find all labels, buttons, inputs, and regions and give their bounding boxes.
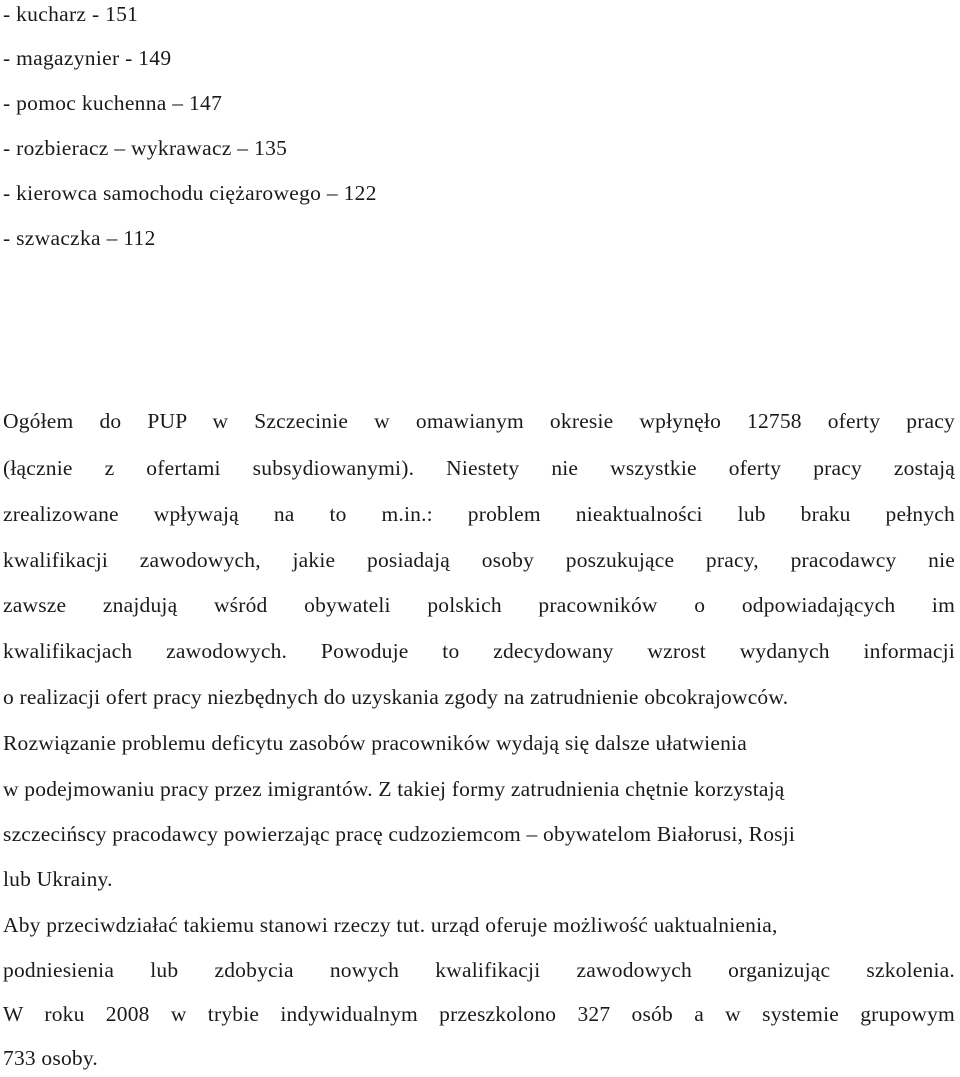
list-item: - pomoc kuchenna – 147 (3, 91, 223, 115)
list-item: - rozbieracz – wykrawacz – 135 (3, 136, 288, 160)
paragraph-line: 733 osoby. (3, 1046, 98, 1070)
paragraph-line: szczecińscy pracodawcy powierzając pracę cudzoziemcom – obywatelom Białorusi, Rosji (3, 822, 796, 846)
list-item: - magazynier - 149 (3, 46, 172, 70)
paragraph-line: kwalifikacjach zawodowych. Powoduje to zdecydowany wzrost wydanych informacji (3, 639, 955, 663)
paragraph-line: lub Ukrainy. (3, 867, 113, 891)
paragraph-line: zrealizowane wpływają na to m.in.: problem nieaktualności lub braku pełnych (3, 502, 955, 526)
paragraph-line: w podejmowaniu pracy przez imigrantów. Z takiej formy zatrudnienia chętnie korzystają (3, 777, 785, 801)
paragraph-line: (łącznie z ofertami subsydiowanymi). Niestety nie wszystkie oferty pracy zostają (3, 456, 955, 480)
paragraph-line: o realizacji ofert pracy niezbędnych do uzyskania zgody na zatrudnienie obcokrajowców. (3, 685, 789, 709)
paragraph-line: zawsze znajdują wśród obywateli polskich pracowników o odpowiadających im (3, 593, 955, 617)
paragraph-line: W roku 2008 w trybie indywidualnym przeszkolono 327 osób a w systemie grupowym (3, 1002, 955, 1026)
paragraph-line: Aby przeciwdziałać takiemu stanowi rzeczy tut. urząd oferuje możliwość uaktualnienia, (3, 913, 778, 937)
paragraph-line: Ogółem do PUP w Szczecinie w omawianym okresie wpłynęło 12758 oferty pracy (3, 409, 955, 433)
paragraph-line: podniesienia lub zdobycia nowych kwalifikacji zawodowych organizując szkolenia. (3, 958, 955, 982)
list-item: - kucharz - 151 (3, 2, 139, 26)
list-item: - szwaczka – 112 (3, 226, 156, 250)
list-item: - kierowca samochodu ciężarowego – 122 (3, 181, 377, 205)
paragraph-line: Rozwiązanie problemu deficytu zasobów pracowników wydają się dalsze ułatwienia (3, 731, 747, 755)
paragraph-line: kwalifikacji zawodowych, jakie posiadają osoby poszukujące pracy, pracodawcy nie (3, 548, 955, 572)
